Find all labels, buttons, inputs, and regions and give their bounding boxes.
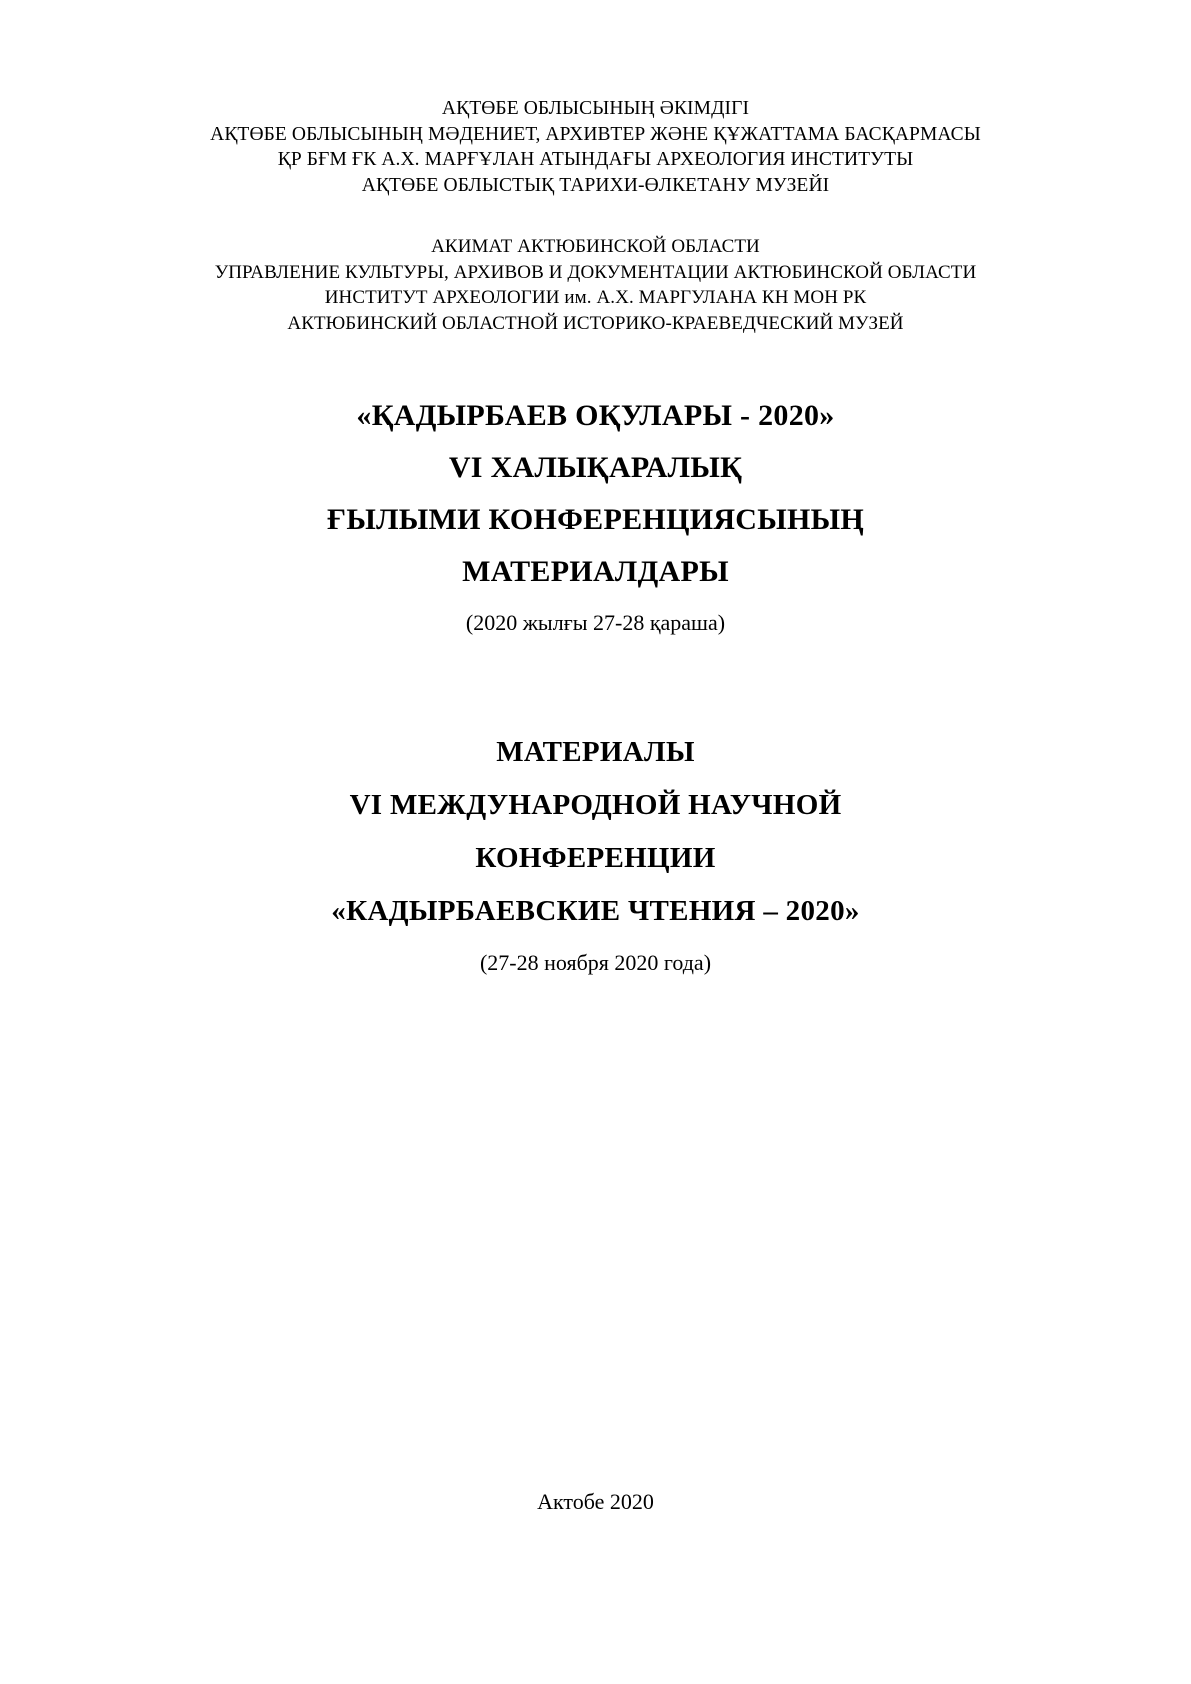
- organization-line: АКТЮБИНСКИЙ ОБЛАСТНОЙ ИСТОРИКО-КРАЕВЕДЧЕСКИЙ МУЗЕЙ: [287, 312, 904, 334]
- organizations-russian: [110, 234, 1081, 336]
- organization-line: АҚТӨБЕ ОБЛЫСЫНЫҢ ӘКІМДІГІ: [441, 98, 750, 119]
- title-line: ҒЫЛЫМИ КОНФЕРЕНЦИЯСЫНЫҢ: [326, 503, 865, 536]
- title-line: VI ХАЛЫҚАРАЛЫҚ: [448, 451, 743, 484]
- title-line: «ҚАДЫРБАЕВ ОҚУЛАРЫ - 2020»: [356, 399, 835, 432]
- title-line: VI МЕЖДУНАРОДНОЙ НАУЧНОЙ: [349, 789, 842, 821]
- organization-line: ИНСТИТУТ АРХЕОЛОГИИ им. А.Х. МАРГУЛАНА КН МОН РК: [324, 287, 867, 308]
- organization-line: УПРАВЛЕНИЕ КУЛЬТУРЫ, АРХИВОВ И ДОКУМЕНТАЦИИ АКТЮБИНСКОЙ ОБЛАСТИ: [214, 261, 977, 283]
- conference-title-kazakh: [110, 390, 1081, 640]
- conference-date-russian: (27-28 ноября 2020 года): [479, 950, 712, 975]
- organizations-kazakh: [110, 96, 1081, 198]
- title-line: «КАДЫРБАЕВСКИЕ ЧТЕНИЯ – 2020»: [331, 895, 860, 927]
- title-line: КОНФЕРЕНЦИИ: [475, 842, 716, 874]
- organization-line: АҚТӨБЕ ОБЛЫСЫНЫҢ МӘДЕНИЕТ, АРХИВТЕР ЖӘНЕ ҚҰЖАТТАМА БАСҚАРМАСЫ: [210, 123, 981, 145]
- conference-date-kazakh: (2020 жылғы 27-28 қараша): [465, 610, 726, 635]
- imprint: Актобе 2020: [537, 1489, 654, 1514]
- title-line: МАТЕРИАЛДАРЫ: [462, 555, 729, 588]
- conference-title-russian: [110, 726, 1081, 980]
- title-line: МАТЕРИАЛЫ: [496, 736, 695, 768]
- organization-line: ҚР БҒМ ҒК А.Х. МАРҒҰЛАН АТЫНДАҒЫ АРХЕОЛОГИЯ ИНСТИТУТЫ: [277, 149, 914, 170]
- organization-line: АҚТӨБЕ ОБЛЫСТЫҚ ТАРИХИ-ӨЛКЕТАНУ МУЗЕЙІ: [361, 174, 830, 196]
- organization-line: АКИМАТ АКТЮБИНСКОЙ ОБЛАСТИ: [431, 236, 760, 257]
